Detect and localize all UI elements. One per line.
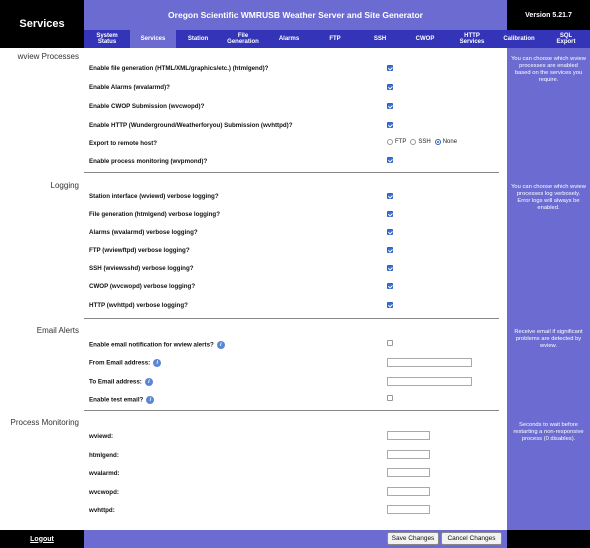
export-option-none[interactable] — [435, 139, 457, 145]
row-label-from-email — [89, 359, 161, 367]
section-divider — [84, 410, 499, 411]
tab-http-services[interactable]: HTTP Services — [459, 32, 485, 45]
footer — [0, 530, 590, 548]
htmlgend-checkbox[interactable] — [387, 65, 393, 71]
export-option-ftp[interactable] — [387, 139, 406, 145]
section-labels — [0, 48, 84, 530]
email-enable-text: Enable email notification for wview alerts? — [89, 341, 214, 349]
tab-cwop[interactable]: CWOP — [415, 35, 435, 42]
row-label-log-cwop: CWOP (wvcwopd) verbose logging? — [89, 283, 196, 290]
section-label-monitoring: Process Monitoring — [10, 418, 79, 427]
brand-label: Services — [0, 0, 84, 48]
row-label-wvalarmd: Enable Alarms (wvalarmd)? — [89, 84, 170, 91]
radio-ssh-label: SSH — [418, 139, 431, 145]
test-email-checkbox[interactable] — [387, 395, 393, 401]
page-title: Oregon Scientific WMRUSB Weather Server and Site Generator — [84, 0, 507, 30]
help-logging: You can choose which wview processes log verbosely. Error logs will always be enabled. — [511, 184, 586, 211]
radio-ftp[interactable] — [387, 139, 393, 145]
section-label-wview: wview Processes — [17, 52, 79, 61]
mon-htmlgend-field[interactable] — [387, 450, 430, 459]
row-label-htmlgend: Enable file generation (HTML/XML/graphics/etc.) (htmlgend)? — [89, 65, 269, 72]
row-label-log-ftp: FTP (wviewftpd) verbose logging? — [89, 247, 190, 254]
radio-ssh[interactable] — [410, 139, 416, 145]
info-icon[interactable]: i — [146, 396, 154, 404]
mon-wvhttpd-field[interactable] — [387, 505, 430, 514]
section-divider — [84, 172, 499, 173]
tab-station[interactable]: Station — [187, 35, 209, 42]
to-email-field[interactable] — [387, 377, 472, 386]
row-label-mon-wvalarmd: wvalarmd: — [89, 470, 120, 477]
to-email-text: To Email address: — [89, 378, 142, 386]
mon-wvcwopd-field[interactable] — [387, 487, 430, 496]
help-email: Receive email if significant problems are detected by wview. — [514, 329, 583, 349]
footer-right — [507, 530, 590, 548]
row-label-mon-htmlgend: htmlgend: — [89, 452, 119, 459]
mon-wvalarmd-field[interactable] — [387, 468, 430, 477]
row-label-to-email — [89, 378, 153, 386]
row-label-email-enable — [89, 341, 225, 349]
version-label: Version 5.21.7 — [507, 0, 590, 30]
from-email-text: From Email address: — [89, 359, 151, 367]
row-label-export: Export to remote host? — [89, 140, 158, 147]
row-label-log-wvalarmd: Alarms (wvalarmd) verbose logging? — [89, 229, 198, 236]
export-radio-group — [387, 139, 461, 145]
email-enable-checkbox[interactable] — [387, 340, 393, 346]
tab-sql-export[interactable]: SQL Export — [556, 32, 576, 45]
tab-alarms[interactable]: Alarms — [278, 35, 300, 42]
save-button[interactable]: Save Changes — [387, 532, 439, 545]
row-label-mon-wvhttpd: wvhttpd: — [89, 507, 115, 514]
log-wviewd-checkbox[interactable] — [387, 193, 393, 199]
help-monitoring: Seconds to wait before restarting a non-responsive process (0 disables). — [513, 422, 584, 442]
row-label-log-http: HTTP (wvhttpd) verbose logging? — [89, 302, 188, 309]
mon-wviewd-field[interactable] — [387, 431, 430, 440]
radio-ftp-label: FTP — [395, 139, 407, 145]
help-column — [507, 48, 590, 530]
wvpmond-checkbox[interactable] — [387, 157, 393, 163]
row-label-test-email — [89, 396, 154, 404]
row-label-log-htmlgend: File generation (htmlgend) verbose logging? — [89, 211, 220, 218]
row-label-wvcwopd: Enable CWOP Submission (wvcwopd)? — [89, 103, 205, 110]
wvalarmd-checkbox[interactable] — [387, 84, 393, 90]
tab-ssh[interactable]: SSH — [373, 35, 387, 42]
export-option-ssh[interactable] — [410, 139, 430, 145]
log-cwop-checkbox[interactable] — [387, 283, 393, 289]
log-ftp-checkbox[interactable] — [387, 247, 393, 253]
info-icon[interactable]: i — [145, 378, 153, 386]
log-http-checkbox[interactable] — [387, 302, 393, 308]
row-label-log-ssh: SSH (wviewsshd) verbose logging? — [89, 265, 194, 272]
section-label-email: Email Alerts — [36, 326, 79, 335]
row-label-mon-wviewd: wviewd: — [89, 433, 114, 440]
radio-none-label: None — [442, 139, 458, 145]
section-divider — [84, 318, 499, 319]
tab-ftp[interactable]: FTP — [329, 35, 341, 42]
row-label-log-wviewd: Station interface (wviewd) verbose logging? — [89, 193, 219, 200]
tab-file-generation[interactable]: File Generation — [227, 32, 259, 45]
tab-calibration[interactable]: Calibration — [503, 35, 535, 42]
logout-link[interactable]: Logout — [30, 535, 54, 543]
wvcwopd-checkbox[interactable] — [387, 103, 393, 109]
footer-left — [0, 530, 84, 548]
nav-tabs — [84, 30, 590, 48]
cancel-button[interactable]: Cancel Changes — [441, 532, 502, 545]
footer-actions — [84, 530, 507, 548]
tab-services[interactable]: Services — [130, 30, 176, 48]
tab-system-status[interactable]: System Status — [96, 32, 118, 45]
row-label-wvpmond: Enable process monitoring (wvpmond)? — [89, 158, 208, 165]
log-ssh-checkbox[interactable] — [387, 265, 393, 271]
radio-none[interactable] — [435, 139, 441, 145]
log-wvalarmd-checkbox[interactable] — [387, 229, 393, 235]
services-form — [84, 48, 507, 530]
from-email-field[interactable] — [387, 358, 472, 367]
wvhttpd-checkbox[interactable] — [387, 122, 393, 128]
help-wview: You can choose which wview processes are enabled based on the services you require. — [511, 56, 586, 83]
top-bar — [0, 0, 590, 48]
test-email-text: Enable test email? — [89, 396, 144, 404]
info-icon[interactable]: i — [217, 341, 225, 349]
log-htmlgend-checkbox[interactable] — [387, 211, 393, 217]
section-label-logging: Logging — [50, 181, 79, 190]
row-label-wvhttpd: Enable HTTP (Wunderground/Weatherforyou) Submission (wvhttpd)? — [89, 122, 293, 129]
info-icon[interactable]: i — [153, 359, 161, 367]
row-label-mon-wvcwopd: wvcwopd: — [89, 489, 119, 496]
